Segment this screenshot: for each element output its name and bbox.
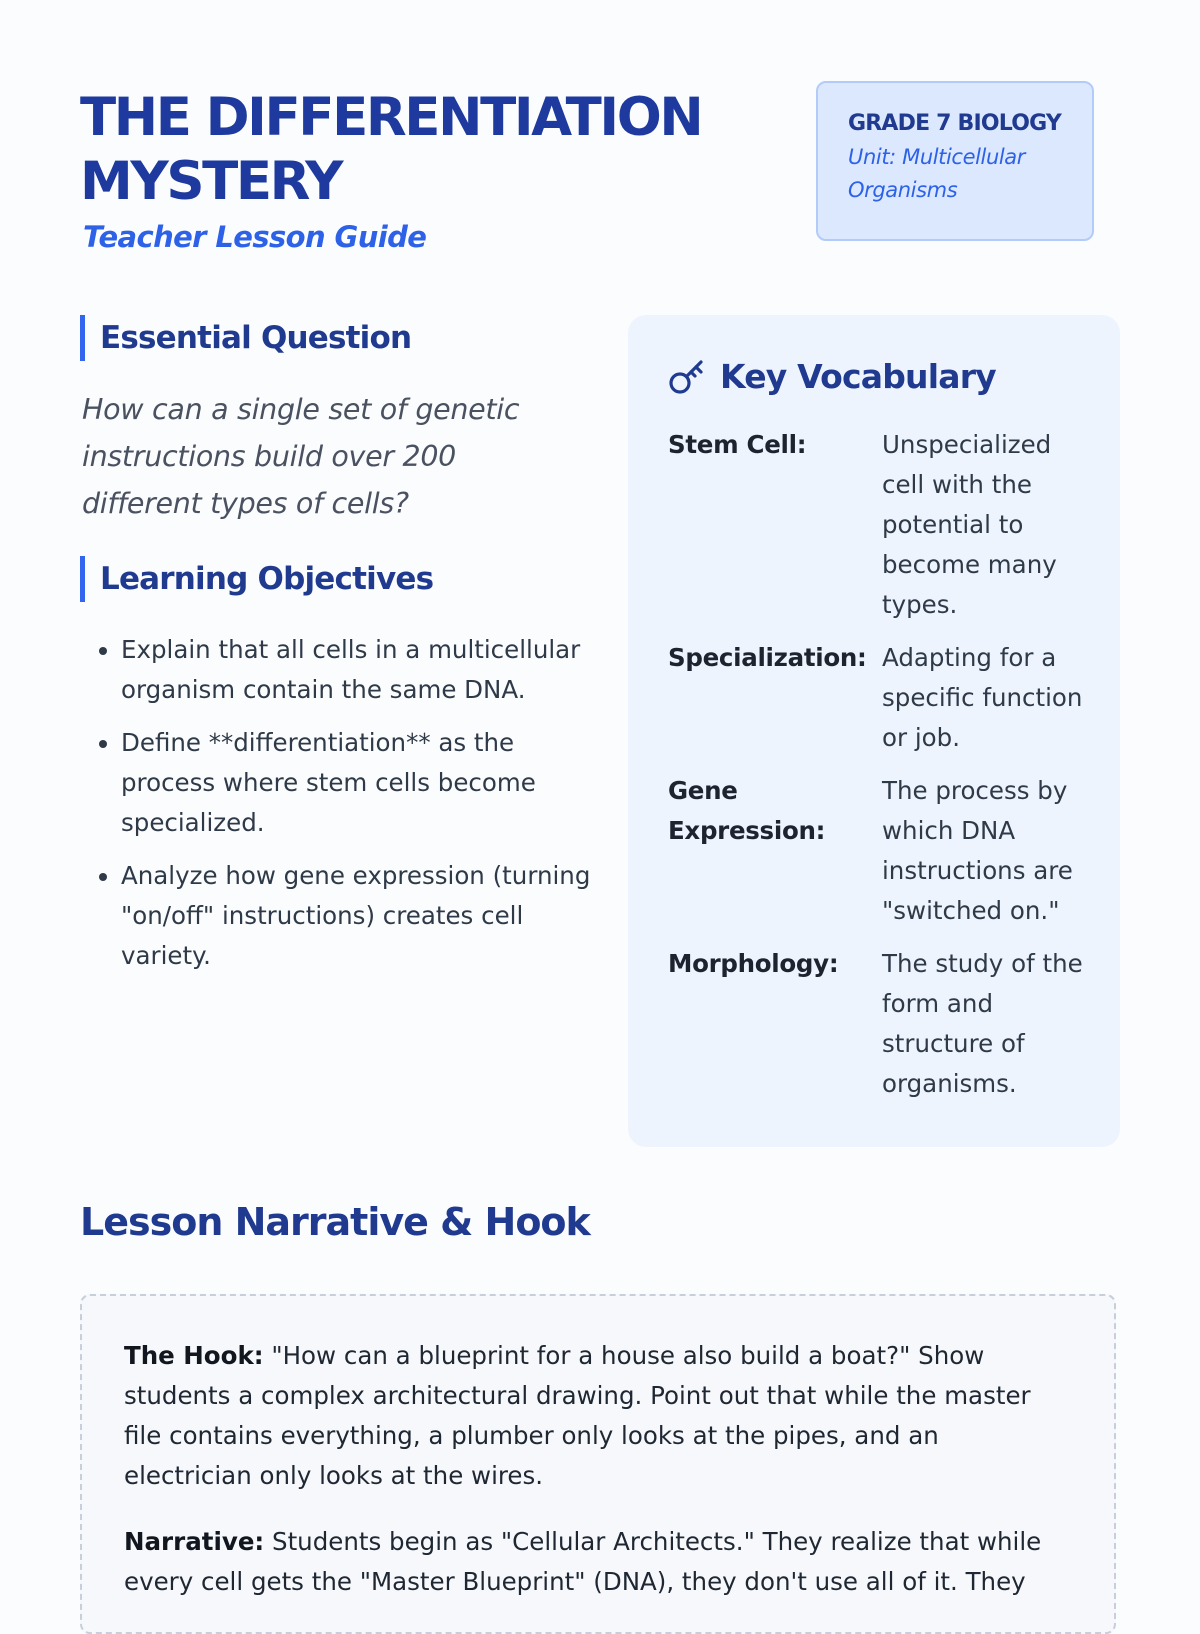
grade-label: GRADE 7 BIOLOGY [848,111,1062,136]
vocab-term: Stem Cell: [668,430,807,459]
narrative-paragraph [124,1522,1074,1602]
key-icon [668,358,706,396]
vocabulary-card [628,315,1120,1147]
narrative-box [80,1294,1116,1634]
vocab-row [668,638,1098,758]
hook-paragraph [124,1336,1074,1496]
learning-objectives-heading: Learning Objectives [80,556,433,602]
vocab-term: Morphology: [668,949,839,978]
vocab-term: Specialization: [668,643,867,672]
narrative-text: Students begin as "Cellular Architects." They realize that while every cell gets the "Master Blueprint" (DNA), they don't use all of it. They [124,1527,1042,1596]
unit-label: Unit: Multicellular Organisms [848,145,1026,202]
vocab-definition: The process by which DNA instructions are "switched on." [882,776,1073,925]
vocab-definition: The study of the form and structure of organisms. [882,949,1083,1098]
list-item: • Analyze how gene expression (turning "on/off" instructions) creates cell variety. [121,856,601,976]
vocab-definition: Adapting for a specific function or job. [882,643,1083,752]
vocab-row [668,944,1098,1104]
vocab-row [668,771,1098,931]
vocab-term: Gene Expression: [668,776,826,845]
vocabulary-list [668,425,1098,1117]
vocabulary-heading [668,357,996,396]
vocab-definition: Unspecialized cell with the potential to become many types. [882,430,1057,619]
hook-label: The Hook: [124,1341,264,1370]
grade-badge [816,81,1094,241]
essential-question-heading: Essential Question [80,315,411,361]
essential-question-text: How can a single set of genetic instructions build over 200 different types of cells? [82,393,520,520]
title-block [80,86,770,254]
objectives-list [80,630,601,989]
vocabulary-heading-label: Key Vocabulary [720,357,996,396]
list-item: • Define **differentiation** as the process where stem cells become specialized. [121,723,601,843]
hook-text: "How can a blueprint for a house also build a boat?" Show students a complex architectural drawing. Point out that while the master file contains everything, a plumber only looks at the pipes, and an electrician only looks at the wires. [124,1341,1031,1490]
narrative-label: Narrative: [124,1527,265,1556]
vocab-row [668,425,1098,625]
narrative-heading: Lesson Narrative & Hook [80,1200,590,1244]
page-title: THE DIFFERENTIATION MYSTERY [80,87,702,212]
list-item: • Explain that all cells in a multicellular organism contain the same DNA. [121,630,601,710]
page-subtitle: Teacher Lesson Guide [83,220,427,254]
